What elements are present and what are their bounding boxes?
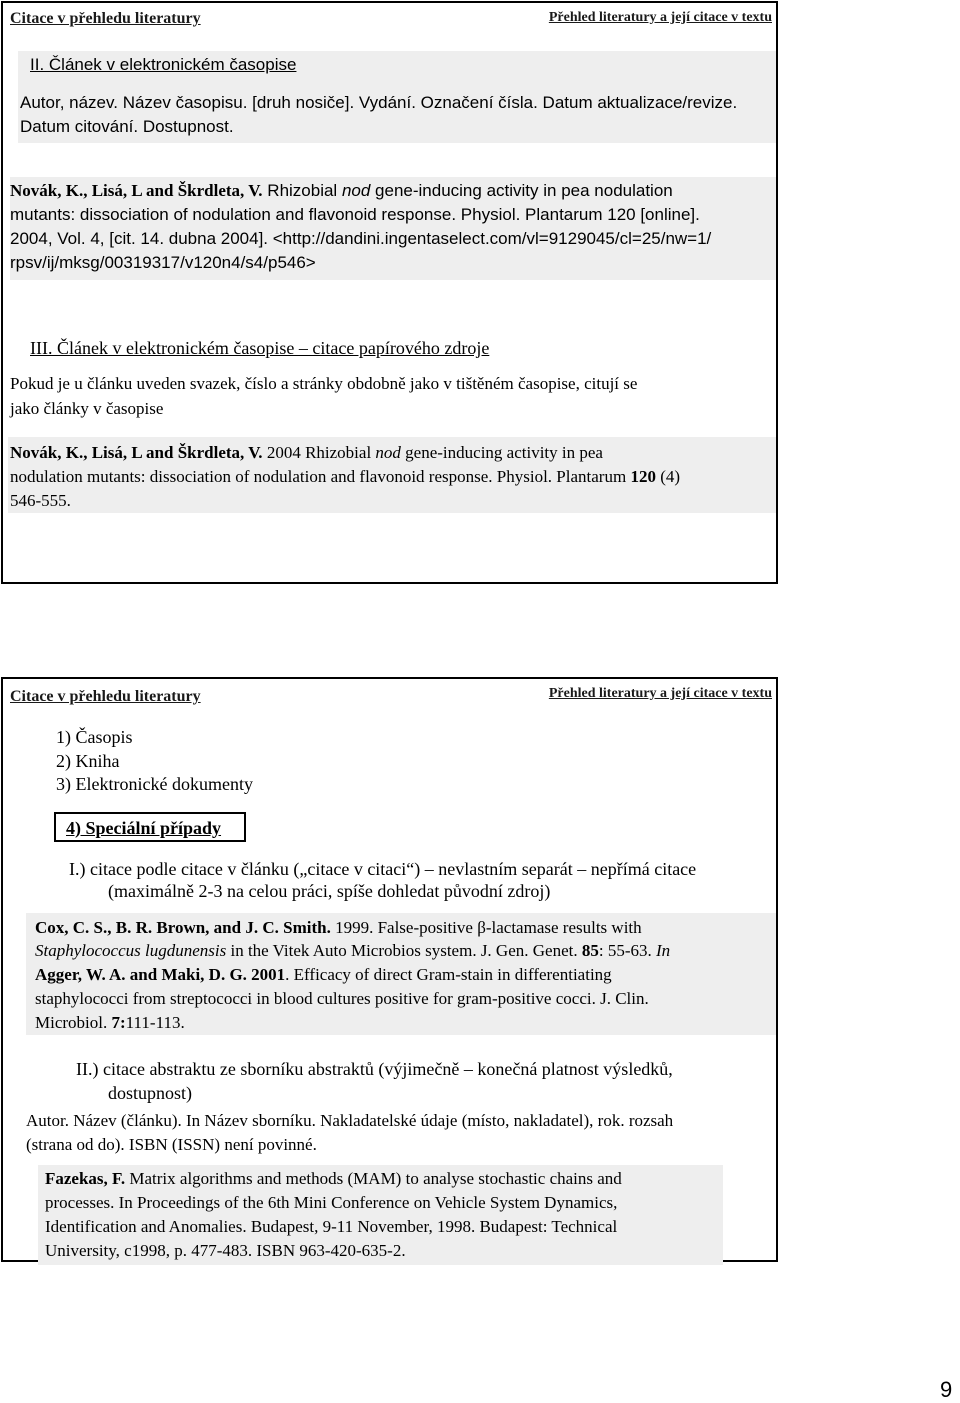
section-2-box xyxy=(18,51,776,143)
example-1-citation xyxy=(10,177,776,280)
item-2-line-1: II.) citace abstraktu ze sborníku abstraktů (výjimečně – konečná platnost výsledků, xyxy=(76,1059,673,1079)
example-3-citation xyxy=(26,913,776,1035)
example-1-line-4: rpsv/ij/mksg/00319317/v120n4/s4/p546> xyxy=(10,253,316,272)
example-3-line-2: Staphylococcus lugdunensis in the Vitek Auto Microbios system. J. Gen. Genet. 85: 55-63. In xyxy=(35,941,671,960)
section-2-desc-line-1: Autor, název. Název časopisu. [druh nosiče]. Vydání. Označení čísla. Datum aktualizace/revize. xyxy=(20,93,738,112)
example-2-authors: Novák, K., Lisá, L and Škrdleta, V. xyxy=(10,443,263,462)
slide-1-header-title: Citace v přehledu literatury xyxy=(10,10,201,27)
example-1-line-2: mutants: dissociation of nodulation and flavonoid response. Physiol. Plantarum 120 [online]. xyxy=(10,205,700,224)
list-item-book: 2) Kniha xyxy=(56,751,120,771)
example-3-line-3: Agger, W. A. and Maki, D. G. 2001. Efficacy of direct Gram-stain in differentiating xyxy=(35,965,612,984)
section-2-heading: II. Článek v elektronickém časopise xyxy=(30,55,297,74)
example-1-line-3: 2004, Vol. 4, [cit. 14. dubna 2004]. <http://dandini.ingentaselect.com/vl=9129045/cl=25/nw=1/ xyxy=(10,229,712,248)
slide-1 xyxy=(1,1,778,584)
example-4-line-3: Identification and Anomalies. Budapest, 9-11 November, 1998. Budapest: Technical xyxy=(45,1217,618,1236)
section-3-desc-line-2: jako články v časopise xyxy=(10,399,164,418)
section-3-heading: III. Článek v elektronickém časopise – citace papírového zdroje xyxy=(30,338,490,358)
section-3-desc-line-1: Pokud je u článku uveden svazek, číslo a stránky obdobně jako v tištěném časopise, citují se xyxy=(10,374,638,393)
special-cases-box xyxy=(54,812,246,842)
example-2-line-2: nodulation mutants: dissociation of nodulation and flavonoid response. Physiol. Plantarum 120 (4) xyxy=(10,467,681,486)
slide-2-header-title: Citace v přehledu literatury xyxy=(10,688,201,705)
example-2-citation xyxy=(8,437,776,513)
slide-2 xyxy=(1,677,778,1262)
item-1-line-2: (maximálně 2-3 na celou práci, spíše dohledat původní zdroj) xyxy=(108,881,551,901)
item-1-line-1: I.) citace podle citace v článku („citace v citaci“) – nevlastním separát – nepřímá citace xyxy=(69,859,697,879)
example-4-line-2: processes. In Proceedings of the 6th Mini Conference on Vehicle System Dynamics, xyxy=(45,1193,618,1212)
list-item-electronic-documents: 3) Elektronické dokumenty xyxy=(56,774,253,794)
example-1-line-1: Novák, K., Lisá, L and Škrdleta, V. Rhizobial nod gene-inducing activity in pea nodulation xyxy=(10,181,673,200)
special-cases-heading: 4) Speciální případy xyxy=(66,818,222,838)
slide-2-header-subtitle: Přehled literatury a její citace v textu xyxy=(548,686,772,701)
example-1-authors: Novák, K., Lisá, L and Škrdleta, V. xyxy=(10,181,263,200)
example-2-line-3: 546-555. xyxy=(10,491,71,510)
slide-1-header-subtitle: Přehled literatury a její citace v textu xyxy=(548,10,772,25)
example-4-line-4: University, c1998, p. 477-483. ISBN 963-420-635-2. xyxy=(45,1241,406,1260)
example-4-citation xyxy=(38,1165,723,1265)
item-2-desc-line-2: (strana od do). ISBN (ISSN) není povinné. xyxy=(26,1135,317,1154)
example-3-line-5: Microbiol. 7:111-113. xyxy=(35,1013,185,1032)
section-2-desc-line-2: Datum citování. Dostupnost. xyxy=(20,117,234,136)
example-3-line-4: staphylococci from streptococci in blood cultures positive for gram-positive cocci. J. Clin. xyxy=(35,989,649,1008)
list-item-journal: 1) Časopis xyxy=(56,727,133,747)
example-4-line-1: Fazekas, F. Matrix algorithms and methods (MAM) to analyse stochastic chains and xyxy=(45,1169,622,1188)
example-2-line-1: Novák, K., Lisá, L and Škrdleta, V. 2004 Rhizobial nod gene-inducing activity in pea xyxy=(10,443,603,462)
item-2-line-2: dostupnost) xyxy=(108,1083,193,1103)
example-3-line-1: Cox, C. S., B. R. Brown, and J. C. Smith. 1999. False-positive β-lactamase results with xyxy=(35,918,642,937)
item-2-desc-line-1: Autor. Název (článku). In Název sborníku. Nakladatelské údaje (místo, nakladatel), rok. rozsah xyxy=(26,1111,674,1130)
page-number: 9 xyxy=(940,1377,953,1402)
